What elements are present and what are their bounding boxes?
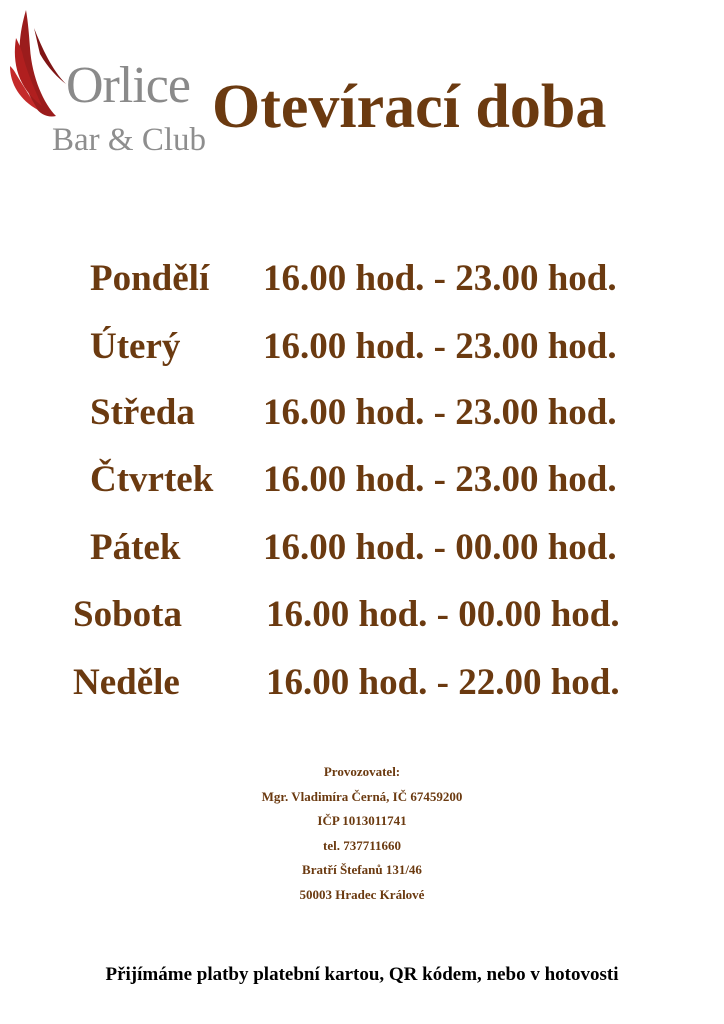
hours-row-sunday	[73, 658, 653, 708]
time-range: 16.00 hod. - 23.00 hod.	[263, 392, 617, 433]
time-range: 16.00 hod. - 23.00 hod.	[263, 258, 617, 299]
hours-row-tuesday	[90, 322, 650, 372]
day-label: Pondělí	[90, 258, 210, 299]
day-label: Čtvrtek	[90, 459, 214, 500]
payment-note: Přijímáme platby platební kartou, QR kódem, nebo v hotovosti	[105, 964, 619, 985]
time-range: 16.00 hod. - 23.00 hod.	[263, 326, 617, 367]
operator-name: Mgr. Vladimíra Černá, IČ 67459200	[261, 788, 463, 804]
hours-row-monday	[90, 254, 650, 304]
operator-heading: Provozovatel:	[323, 764, 401, 779]
time-range: 16.00 hod. - 22.00 hod.	[266, 662, 620, 703]
logo-brand: Orlice	[66, 57, 190, 114]
operator-info	[0, 760, 724, 907]
day-label: Neděle	[73, 662, 180, 703]
day-label: Pátek	[90, 527, 181, 568]
time-range: 16.00 hod. - 00.00 hod.	[266, 594, 620, 635]
operator-icp: IČP 1013011741	[317, 813, 407, 828]
page-title: Otevírací doba	[212, 73, 607, 141]
time-range: 16.00 hod. - 23.00 hod.	[263, 459, 617, 500]
time-range: 16.00 hod. - 00.00 hod.	[263, 527, 617, 568]
logo-subtitle: Bar & Club	[52, 122, 206, 158]
day-label: Sobota	[73, 594, 182, 635]
day-label: Úterý	[90, 326, 181, 367]
operator-city: 50003 Hradec Králové	[299, 886, 425, 902]
hours-row-friday	[90, 523, 650, 573]
hours-row-wednesday	[90, 388, 650, 438]
hours-row-saturday	[73, 590, 653, 640]
operator-phone: tel. 737711660	[323, 837, 401, 853]
day-label: Středa	[90, 392, 195, 433]
logo	[8, 8, 206, 168]
hours-row-thursday	[90, 455, 650, 505]
operator-street: Bratří Štefanů 131/46	[302, 862, 422, 877]
